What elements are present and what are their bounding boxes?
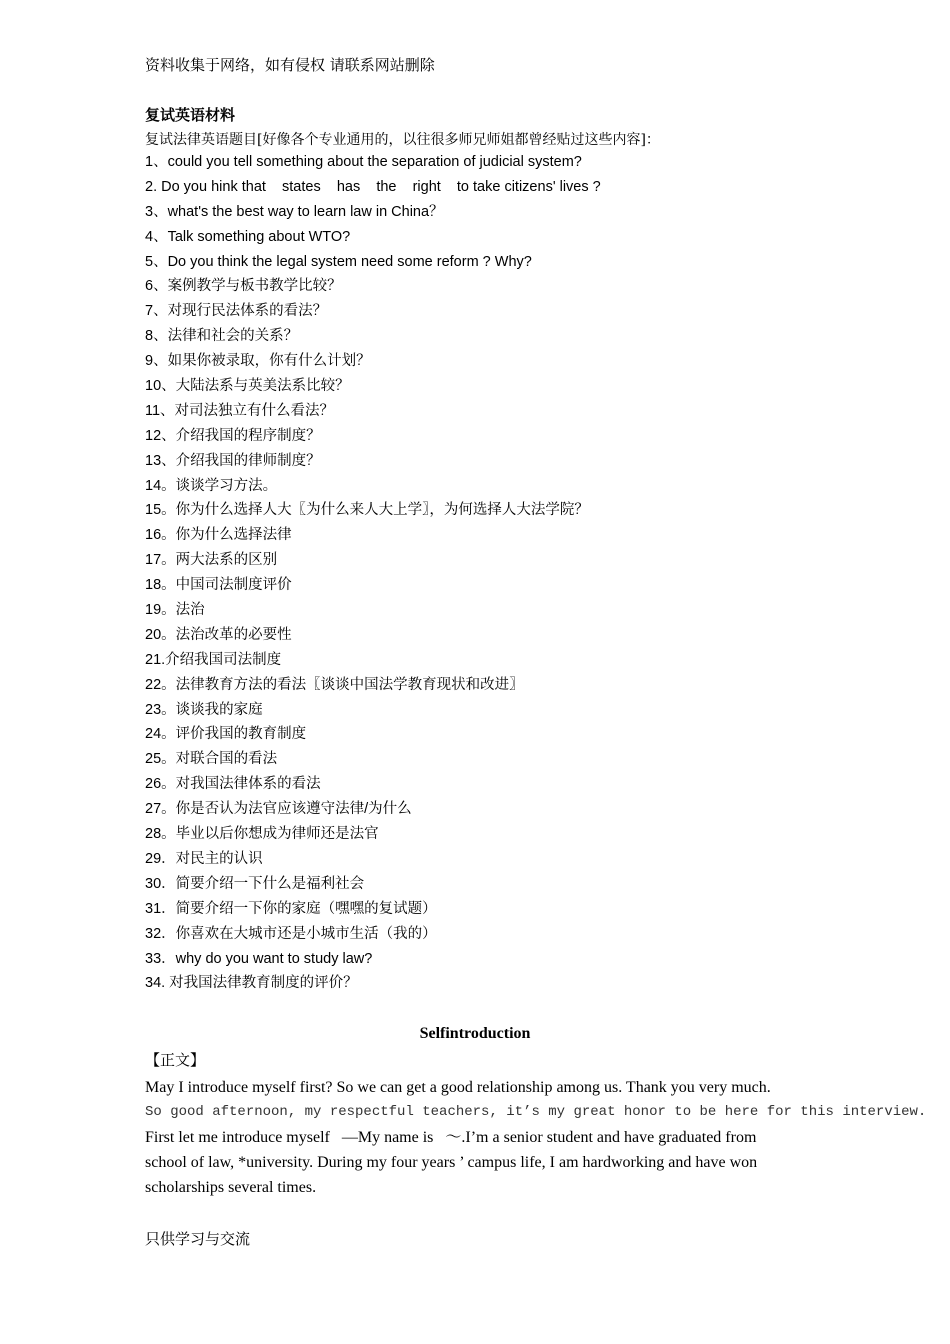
- selfintro-body: [145, 1075, 926, 1200]
- section-title: 复试英语材料: [145, 106, 236, 124]
- question-item: 1、could you tell something about the separation of judicial system?: [145, 154, 582, 170]
- question-item: 14。谈谈学习方法。: [145, 477, 278, 494]
- body-line: scholarships several times.: [145, 1179, 317, 1196]
- question-item: 23。谈谈我的家庭: [145, 701, 263, 718]
- question-item: 27。你是否认为法官应该遵守法律/为什么: [145, 801, 412, 818]
- question-item: 2. Do you hink that states has the right to take citizens' lives ?: [145, 178, 601, 195]
- question-item: 8、法律和社会的关系？: [145, 328, 299, 345]
- question-item: 15。你为什么选择人大〖为什么来人大上学〗，为何选择人大法学院？: [145, 502, 589, 519]
- question-item: 32．你喜欢在大城市还是小城市生活（我的）: [145, 925, 437, 942]
- section-intro: 复试法律英语题目[好像各个专业通用的，以往很多师兄师姐都曾经贴过这些内容]：: [145, 132, 660, 148]
- question-item: 26。对我国法律体系的看法: [145, 776, 321, 793]
- selfintro-title: Selfintroduction: [419, 1025, 531, 1042]
- question-item: 20。法治改革的必要性: [145, 626, 292, 643]
- question-item: 10、大陆法系与英美法系比较？: [145, 378, 350, 395]
- question-item: 30．简要介绍一下什么是福利社会: [145, 875, 365, 892]
- question-item: 34. 对我国法律教育制度的评价？: [145, 975, 358, 992]
- question-item: 11、对司法独立有什么看法？: [145, 402, 335, 419]
- body-line: school of law, *university. During my four years ’ campus life, I am hardworking and have won: [145, 1154, 758, 1171]
- body-line: So good afternoon, my respectful teachers, it’s my great honor to be here for this interview.: [145, 1104, 927, 1120]
- body-line: May I introduce myself first? So we can get a good relationship among us. Thank you very much.: [145, 1079, 771, 1096]
- question-item: 9、如果你被录取，你有什么计划？: [145, 353, 371, 370]
- question-item: 16。你为什么选择法律: [145, 527, 292, 544]
- page-footer-notice: 只供学习与交流: [145, 1230, 251, 1248]
- question-item: 12、介绍我国的程序制度？: [145, 427, 321, 444]
- question-item: 28。毕业以后你想成为律师还是法官: [145, 826, 379, 843]
- question-item: 6、案例教学与板书教学比较？: [145, 278, 342, 295]
- question-item: 7、对现行民法体系的看法？: [145, 303, 328, 320]
- question-item: 25。对联合国的看法: [145, 751, 278, 768]
- question-item: 22。法律教育方法的看法〖谈谈中国法学教育现状和改进〗: [145, 676, 524, 693]
- question-list: [145, 152, 601, 998]
- question-item: 4、Talk something about WTO?: [145, 228, 351, 245]
- body-label: 【正文】: [145, 1051, 206, 1069]
- question-item: 31．简要介绍一下你的家庭（嘿嘿的复试题）: [145, 900, 437, 917]
- question-item: 29．对民主的认识: [145, 850, 263, 867]
- question-item: 3、what's the best way to learn law in China？: [145, 203, 444, 220]
- body-line: First let me introduce myself —My name is ～.I’m a senior student and have graduated from: [145, 1129, 757, 1146]
- page-header-notice: 资料收集于网络，如有侵权 请联系网站删除: [145, 56, 435, 74]
- question-item: 24。评价我国的教育制度: [145, 726, 307, 743]
- question-item: 19。法治: [145, 602, 205, 619]
- question-item: 13、介绍我国的律师制度？: [145, 452, 321, 469]
- question-item: 5、Do you think the legal system need some reform ? Why?: [145, 253, 532, 270]
- question-item: 18。中国司法制度评价: [145, 577, 292, 594]
- question-item: 17。两大法系的区别: [145, 552, 278, 569]
- question-item: 33．why do you want to study law?: [145, 950, 373, 967]
- question-item: 21.介绍我国司法制度: [145, 651, 282, 668]
